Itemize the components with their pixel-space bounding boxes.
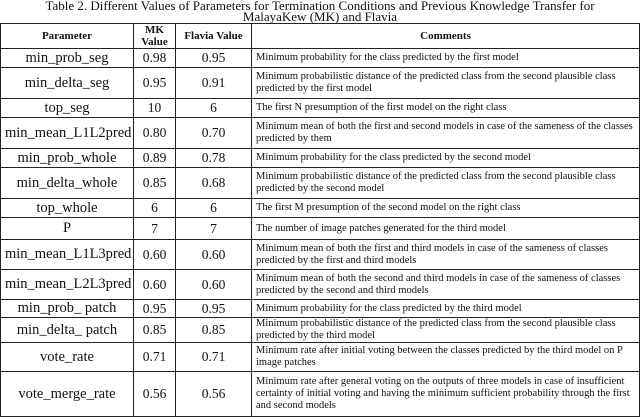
parameter-cell: min_mean_L1L3pred bbox=[1, 240, 134, 270]
mk-value-cell: 0.71 bbox=[134, 343, 176, 372]
mk-value-cell: 7 bbox=[134, 218, 176, 240]
mk-value-cell: 6 bbox=[134, 199, 176, 218]
flavia-value-cell: 0.70 bbox=[176, 118, 252, 149]
mk-value-cell: 10 bbox=[134, 99, 176, 118]
flavia-value-cell: 0.71 bbox=[176, 343, 252, 372]
comment-cell: Minimum mean of both the second and third models in case of the sameness of classes predicted by the second and third models bbox=[252, 270, 640, 300]
table-row bbox=[1, 149, 640, 168]
comment-cell: The first M presumption of the second model on the right class bbox=[252, 199, 640, 218]
mk-value-cell: 0.85 bbox=[134, 318, 176, 343]
mk-value-cell: 0.95 bbox=[134, 68, 176, 99]
table-row bbox=[1, 68, 640, 99]
parameters-table bbox=[0, 23, 640, 417]
flavia-value-cell: 0.91 bbox=[176, 68, 252, 99]
table-row bbox=[1, 300, 640, 318]
comment-cell: Minimum rate after general voting on the outputs of three models in case of insufficient certainty of initial voting and having the minimum sufficient probability through the first and second models bbox=[252, 372, 640, 417]
flavia-value-cell: 0.95 bbox=[176, 49, 252, 68]
parameter-cell: min_delta_seg bbox=[1, 68, 134, 99]
mk-value-cell: 0.95 bbox=[134, 300, 176, 318]
parameter-cell: min_mean_L1L2pred bbox=[1, 118, 134, 149]
flavia-value-cell: 0.78 bbox=[176, 149, 252, 168]
table-row bbox=[1, 118, 640, 149]
flavia-value-cell: 0.68 bbox=[176, 168, 252, 199]
comment-cell: The first N presumption of the first model on the right class bbox=[252, 99, 640, 118]
comment-cell: Minimum probability for the class predicted by the third model bbox=[252, 300, 640, 318]
flavia-value-cell: 0.56 bbox=[176, 372, 252, 417]
table-row bbox=[1, 168, 640, 199]
mk-value-cell: 0.60 bbox=[134, 240, 176, 270]
flavia-value-cell: 0.60 bbox=[176, 270, 252, 300]
parameter-cell: vote_rate bbox=[1, 343, 134, 372]
flavia-value-cell: 0.95 bbox=[176, 300, 252, 318]
parameter-cell: top_seg bbox=[1, 99, 134, 118]
table-row bbox=[1, 199, 640, 218]
table-caption-line1: Table 2. Different Values of Parameters for Termination Conditions and Previous Knowledge Transfer for bbox=[45, 0, 595, 13]
flavia-value-cell: 6 bbox=[176, 199, 252, 218]
header-parameter: Parameter bbox=[1, 24, 134, 49]
parameter-cell: vote_merge_rate bbox=[1, 372, 134, 417]
comment-cell: Minimum mean of both the first and third models in case of the sameness of classes predicted by the first and third models bbox=[252, 240, 640, 270]
table-row bbox=[1, 99, 640, 118]
parameter-cell: min_delta_ patch bbox=[1, 318, 134, 343]
mk-value-cell: 0.60 bbox=[134, 270, 176, 300]
parameter-cell: min_delta_whole bbox=[1, 168, 134, 199]
comment-cell: Minimum probability for the class predicted by the first model bbox=[252, 49, 640, 68]
table-row bbox=[1, 240, 640, 270]
table-row bbox=[1, 49, 640, 68]
header-row bbox=[1, 24, 640, 49]
mk-value-cell: 0.80 bbox=[134, 118, 176, 149]
flavia-value-cell: 0.85 bbox=[176, 318, 252, 343]
parameter-cell: min_prob_seg bbox=[1, 49, 134, 68]
comment-cell: The number of image patches generated for the third model bbox=[252, 218, 640, 240]
parameter-cell: min_prob_ patch bbox=[1, 300, 134, 318]
header-comments: Comments bbox=[252, 24, 640, 49]
mk-value-cell: 0.56 bbox=[134, 372, 176, 417]
mk-value-cell: 0.98 bbox=[134, 49, 176, 68]
comment-cell: Minimum probabilistic distance of the predicted class from the second plausible class predicted by the third model bbox=[252, 318, 640, 343]
comment-cell: Minimum rate after initial voting between the classes predicted by the third model on P image patches bbox=[252, 343, 640, 372]
comment-cell: Minimum probabilistic distance of the predicted class from the second plausible class predicted by the second model bbox=[252, 168, 640, 199]
flavia-value-cell: 7 bbox=[176, 218, 252, 240]
mk-value-cell: 0.85 bbox=[134, 168, 176, 199]
table-row bbox=[1, 270, 640, 300]
table-row bbox=[1, 318, 640, 343]
comment-cell: Minimum probability for the class predicted by the second model bbox=[252, 149, 640, 168]
comment-cell: Minimum mean of both the first and second models in case of the sameness of the classes predicted by them bbox=[252, 118, 640, 149]
table-row bbox=[1, 218, 640, 240]
parameter-cell: P bbox=[1, 218, 134, 240]
parameter-cell: min_prob_whole bbox=[1, 149, 134, 168]
mk-value-cell: 0.89 bbox=[134, 149, 176, 168]
table-row bbox=[1, 343, 640, 372]
header-mk-value: MK Value bbox=[134, 24, 176, 49]
comment-cell: Minimum probabilistic distance of the predicted class from the second plausible class predicted by the first model bbox=[252, 68, 640, 99]
parameter-cell: top_whole bbox=[1, 199, 134, 218]
header-flavia-value: Flavia Value bbox=[176, 24, 252, 49]
table-caption-line2: MalayaKew (MK) and Flavia bbox=[242, 9, 398, 24]
flavia-value-cell: 0.60 bbox=[176, 240, 252, 270]
flavia-value-cell: 6 bbox=[176, 99, 252, 118]
parameter-cell: min_mean_L2L3pred bbox=[1, 270, 134, 300]
